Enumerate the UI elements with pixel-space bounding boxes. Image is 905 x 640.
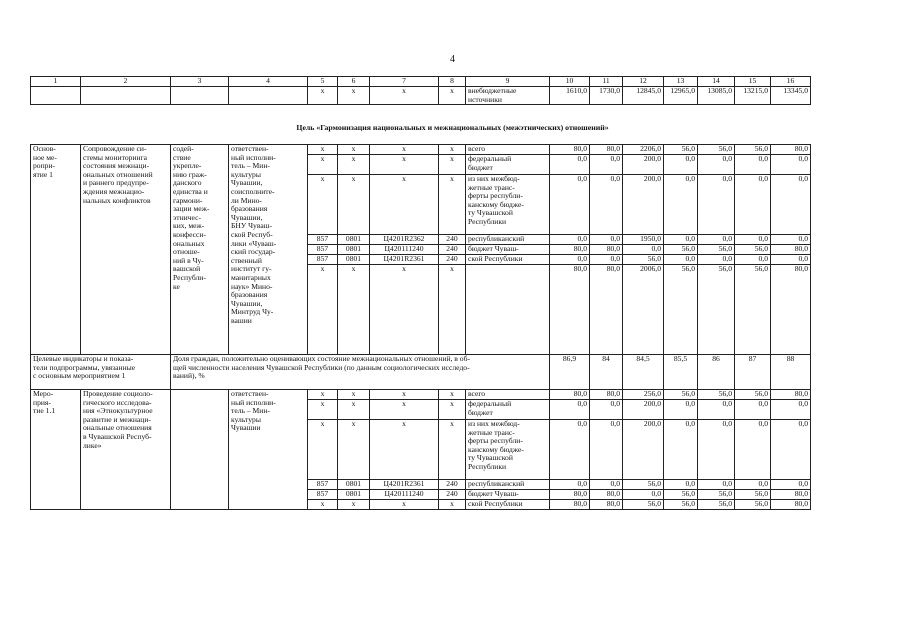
code-cell: x: [308, 155, 338, 175]
value-cell: 0,0: [550, 480, 590, 490]
value-cell: 80,0: [550, 245, 590, 255]
code-cell: 240: [439, 245, 466, 255]
page-number: 4: [450, 54, 455, 65]
code-cell: x: [370, 155, 439, 175]
value-cell: 56,0: [664, 500, 698, 510]
code-cell: x: [370, 390, 439, 400]
value-cell: 0,0: [590, 235, 623, 245]
value-cell: 56,0: [735, 145, 771, 155]
event-goal-cell: содей- ствие укрепле- нию граж- данского единства и гармони- зации меж- этничес- ких, меж- конфесси- ональных отноше- ний в Чу- вашской Республи- ке: [171, 145, 229, 355]
funding-source-cell: республиканский: [466, 235, 550, 245]
event-type-cell: Основ- ное ме- ропри- ятие 1: [31, 145, 81, 355]
value-cell: 80,0: [771, 390, 811, 400]
code-cell: x: [338, 420, 370, 480]
value-cell: 80,0: [590, 145, 623, 155]
event-goal-cell: [171, 390, 229, 510]
code-cell: 857: [308, 245, 338, 255]
value-cell: 0,0: [698, 480, 735, 490]
column-number-row: [31, 77, 811, 87]
indicator-text: Доля граждан, положительно оценивающих состояние межнациональных отношений, в об- щей численности населения Чувашской Республики (по данным социологических исследо- ваний), %: [171, 355, 550, 390]
column-number-cell: 12: [623, 77, 664, 87]
value-cell: 0,0: [698, 235, 735, 245]
value-cell: 0,0: [664, 420, 698, 480]
code-cell: x: [370, 175, 439, 235]
code-cell: 240: [439, 490, 466, 500]
code-cell: x: [439, 400, 466, 420]
value-cell: 0,0: [550, 255, 590, 265]
value-cell: 0,0: [590, 480, 623, 490]
funding-source-cell: республиканский: [466, 480, 550, 490]
indicator-value: 86,9: [550, 355, 590, 390]
value-cell: 80,0: [590, 265, 623, 355]
table-row: [31, 390, 811, 400]
value-cell: 0,0: [664, 235, 698, 245]
column-number-cell: 5: [308, 77, 338, 87]
funding-source-cell: федеральный бюджет: [466, 155, 550, 175]
column-number-cell: 16: [771, 77, 811, 87]
column-number-cell: 13: [664, 77, 698, 87]
column-number-cell: 10: [550, 77, 590, 87]
value-cell: 56,0: [623, 480, 664, 490]
code-cell: x: [308, 265, 338, 355]
code-cell: Ц420111240: [370, 245, 439, 255]
event-type-cell: Меро- прия- тие 1.1: [31, 390, 81, 510]
value-cell: 0,0: [771, 400, 811, 420]
value-cell: 0,0: [735, 400, 771, 420]
executor-cell: ответствен- ный исполни- тель – Мин- культуры Чувашии: [229, 390, 308, 510]
code-cell: x: [370, 265, 439, 355]
value-cell: 80,0: [550, 490, 590, 500]
value-cell: 0,0: [623, 245, 664, 255]
indicator-value: 85,5: [664, 355, 698, 390]
value-cell: 80,0: [550, 500, 590, 510]
cell: x: [439, 87, 466, 105]
code-cell: x: [308, 390, 338, 400]
code-cell: 0801: [338, 235, 370, 245]
code-cell: x: [439, 265, 466, 355]
cell: x: [370, 87, 439, 105]
code-cell: 857: [308, 255, 338, 265]
value-cell: 200,0: [623, 175, 664, 235]
value-cell: 200,0: [623, 420, 664, 480]
goal-title: Цель «Гармонизация национальных и межнациональных (межэтнических) отношений»: [296, 123, 609, 132]
value-cell: 0,0: [698, 420, 735, 480]
value-cell: 56,0: [664, 245, 698, 255]
code-cell: x: [439, 145, 466, 155]
value-cell: 0,0: [590, 255, 623, 265]
column-number-cell: 11: [590, 77, 623, 87]
column-number-cell: 9: [466, 77, 550, 87]
funding-source-cell: бюджет Чуваш-: [466, 245, 550, 255]
executor-cell: ответствен- ный исполни- тель – Мин- культуры Чувашии, соисполните- ли Мино- бразования Чувашии, БНУ Чуваш- ской Респуб- лики «Чуваш- ский государ- ственный институт гу- манитарных наук» Мино- бразования Чувашии, Минтруд Чу- вашии: [229, 145, 308, 355]
code-cell: x: [338, 400, 370, 420]
table-row: [31, 87, 811, 105]
code-cell: x: [338, 155, 370, 175]
code-cell: x: [439, 390, 466, 400]
funding-source-cell: всего: [466, 390, 550, 400]
indicator-row: [31, 355, 811, 390]
value-cell: 0,0: [590, 400, 623, 420]
code-cell: Ц420111240: [370, 490, 439, 500]
value-cell: 0,0: [590, 175, 623, 235]
value-cell: 256,0: [623, 390, 664, 400]
value-cell: 0,0: [664, 255, 698, 265]
value-cell: 0,0: [735, 175, 771, 235]
code-cell: x: [338, 145, 370, 155]
code-cell: Ц4201R2362: [370, 235, 439, 245]
value-cell: 0,0: [771, 255, 811, 265]
funding-source-cell: ской Республики: [466, 255, 550, 265]
indicator-value: 86: [698, 355, 735, 390]
value-cell: 0,0: [550, 420, 590, 480]
value-cell: 0,0: [735, 480, 771, 490]
column-number-cell: 4: [229, 77, 308, 87]
code-cell: x: [308, 420, 338, 480]
value-cell: 0,0: [698, 255, 735, 265]
value-cell: 0,0: [735, 235, 771, 245]
value-cell: 0,0: [664, 175, 698, 235]
value-cell: 56,0: [735, 390, 771, 400]
code-cell: x: [338, 390, 370, 400]
value-cell: 13085,0: [698, 87, 735, 105]
indicator-value: 84,5: [623, 355, 664, 390]
value-cell: 2006,0: [623, 265, 664, 355]
code-cell: x: [370, 400, 439, 420]
code-cell: 857: [308, 480, 338, 490]
value-cell: 56,0: [664, 390, 698, 400]
cell: x: [338, 87, 370, 105]
code-cell: 240: [439, 255, 466, 265]
value-cell: 80,0: [590, 490, 623, 500]
cell: x: [308, 87, 338, 105]
value-cell: 0,0: [698, 400, 735, 420]
value-cell: 1730,0: [590, 87, 623, 105]
value-cell: 0,0: [771, 480, 811, 490]
code-cell: x: [439, 175, 466, 235]
value-cell: 80,0: [550, 390, 590, 400]
value-cell: 0,0: [698, 175, 735, 235]
value-cell: 0,0: [664, 480, 698, 490]
value-cell: 56,0: [664, 145, 698, 155]
value-cell: 56,0: [735, 490, 771, 500]
value-cell: 80,0: [771, 245, 811, 255]
funding-source-cell: бюджет Чуваш-: [466, 490, 550, 500]
column-number-cell: 2: [81, 77, 171, 87]
value-cell: 0,0: [664, 400, 698, 420]
value-cell: 80,0: [590, 390, 623, 400]
column-number-cell: 3: [171, 77, 229, 87]
value-cell: 0,0: [771, 155, 811, 175]
value-cell: 0,0: [735, 420, 771, 480]
value-cell: 1610,0: [550, 87, 590, 105]
value-cell: 0,0: [623, 490, 664, 500]
value-cell: 2206,0: [623, 145, 664, 155]
header-table: [30, 76, 811, 105]
value-cell: 56,0: [735, 245, 771, 255]
code-cell: x: [338, 500, 370, 510]
event-name-cell: Сопровождение си- стемы мониторинга состояния межнаци- ональных отношений и раннего предупре- ждения межнацио- нальных конфликтов: [81, 145, 171, 355]
value-cell: 12965,0: [664, 87, 698, 105]
code-cell: x: [308, 400, 338, 420]
code-cell: 0801: [338, 245, 370, 255]
value-cell: 0,0: [590, 420, 623, 480]
value-cell: 80,0: [771, 490, 811, 500]
code-cell: 857: [308, 235, 338, 245]
value-cell: 80,0: [550, 265, 590, 355]
value-cell: 0,0: [771, 420, 811, 480]
code-cell: 857: [308, 490, 338, 500]
value-cell: 56,0: [698, 490, 735, 500]
value-cell: 0,0: [550, 175, 590, 235]
event-name-cell: Проведение социоло- гического исследова- ния «Этнокультурное развитие и межнаци- ональные отношения в Чувашской Респуб- лике»: [81, 390, 171, 510]
value-cell: 1950,0: [623, 235, 664, 245]
code-cell: x: [370, 500, 439, 510]
table-row: [31, 145, 811, 155]
code-cell: 240: [439, 235, 466, 245]
value-cell: 80,0: [590, 245, 623, 255]
value-cell: 0,0: [771, 235, 811, 245]
value-cell: 56,0: [735, 265, 771, 355]
column-number-cell: 1: [31, 77, 81, 87]
value-cell: 0,0: [735, 155, 771, 175]
value-cell: 0,0: [735, 255, 771, 265]
value-cell: 56,0: [664, 265, 698, 355]
value-cell: 56,0: [698, 500, 735, 510]
program-table: [30, 144, 811, 510]
funding-source-cell: из них межбюд- жетные транс- ферты республи- канскому бюдже- ту Чувашской Республики: [466, 175, 550, 235]
value-cell: 56,0: [698, 145, 735, 155]
value-cell: 56,0: [698, 265, 735, 355]
code-cell: x: [370, 145, 439, 155]
column-number-cell: 7: [370, 77, 439, 87]
funding-source-cell: федеральный бюджет: [466, 400, 550, 420]
code-cell: x: [308, 500, 338, 510]
funding-source-cell: всего: [466, 145, 550, 155]
value-cell: 80,0: [771, 265, 811, 355]
value-cell: 0,0: [550, 235, 590, 245]
value-cell: 12845,0: [623, 87, 664, 105]
value-cell: 0,0: [550, 155, 590, 175]
funding-source-cell: [466, 265, 550, 355]
code-cell: x: [439, 155, 466, 175]
code-cell: x: [308, 175, 338, 235]
code-cell: x: [439, 500, 466, 510]
indicator-value: 84: [590, 355, 623, 390]
value-cell: 200,0: [623, 400, 664, 420]
column-number-cell: 8: [439, 77, 466, 87]
code-cell: 240: [439, 480, 466, 490]
code-cell: 0801: [338, 480, 370, 490]
code-cell: x: [308, 145, 338, 155]
value-cell: 80,0: [550, 145, 590, 155]
indicator-label: Целевые индикаторы и показа- тели подпрограммы, увязанные с основным мероприятием 1: [31, 355, 171, 390]
column-number-cell: 15: [735, 77, 771, 87]
value-cell: 56,0: [623, 255, 664, 265]
funding-source-cell: внебюджетные источники: [466, 87, 550, 105]
value-cell: 56,0: [664, 490, 698, 500]
value-cell: 200,0: [623, 155, 664, 175]
value-cell: 0,0: [698, 155, 735, 175]
code-cell: x: [338, 265, 370, 355]
code-cell: x: [338, 175, 370, 235]
value-cell: 13345,0: [771, 87, 811, 105]
value-cell: 56,0: [735, 500, 771, 510]
value-cell: 56,0: [698, 245, 735, 255]
value-cell: 0,0: [590, 155, 623, 175]
funding-source-cell: из них межбюд- жетные транс- ферты республи- канскому бюдже- ту Чувашской Республики: [466, 420, 550, 480]
value-cell: 56,0: [698, 390, 735, 400]
value-cell: 0,0: [664, 155, 698, 175]
value-cell: 80,0: [771, 500, 811, 510]
column-number-cell: 6: [338, 77, 370, 87]
value-cell: 0,0: [550, 400, 590, 420]
code-cell: Ц4201R2361: [370, 480, 439, 490]
value-cell: 80,0: [771, 145, 811, 155]
indicator-value: 88: [771, 355, 811, 390]
value-cell: 13215,0: [735, 87, 771, 105]
code-cell: 0801: [338, 490, 370, 500]
value-cell: 80,0: [590, 500, 623, 510]
value-cell: 0,0: [771, 175, 811, 235]
indicator-value: 87: [735, 355, 771, 390]
column-number-cell: 14: [698, 77, 735, 87]
code-cell: x: [370, 420, 439, 480]
code-cell: 0801: [338, 255, 370, 265]
funding-source-cell: ской Республики: [466, 500, 550, 510]
value-cell: 56,0: [623, 500, 664, 510]
code-cell: Ц4201R2361: [370, 255, 439, 265]
code-cell: x: [439, 420, 466, 480]
